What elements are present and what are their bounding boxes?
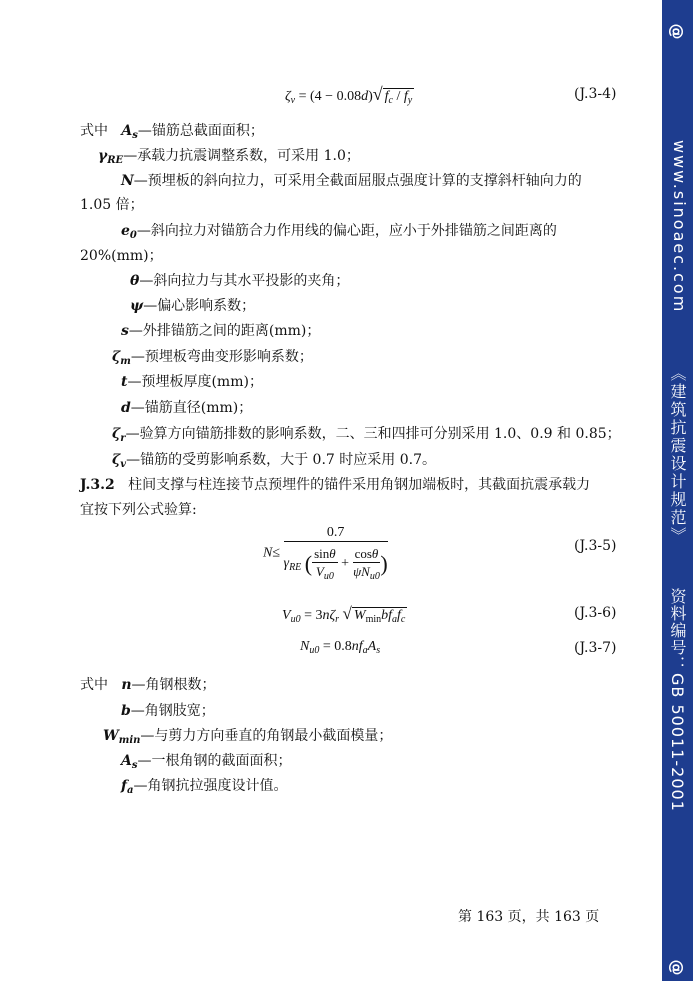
definition-text: —预埋板的斜向拉力，可采用全截面屈服点强度计算的支撑斜杆轴向力的 — [133, 173, 582, 189]
definition-text: —预埋板弯曲变形影响系数； — [130, 349, 313, 365]
book-title: 《建筑抗震设计规范》 — [668, 365, 687, 545]
symbol-gammaRE: $\gamma_{RE}$ — [98, 148, 124, 166]
definition-text: —预埋板厚度(mm)； — [127, 374, 263, 390]
definition-text: —锚筋总截面面积； — [137, 123, 264, 139]
definition-text: —与剪力方向垂直的角钢最小截面模量； — [140, 728, 393, 744]
definition-n — [80, 676, 216, 694]
definition-text: —锚筋的受剪影响系数，大于 0.7 时应采用 0.7。 — [126, 452, 436, 468]
symbol-psi: ψ — [130, 298, 144, 314]
definition-text: —角钢抗拉强度设计值。 — [133, 778, 288, 794]
equation-number: (J.3-4) — [574, 86, 617, 102]
definition-text: —外排锚筋之间的距离(mm)； — [128, 323, 321, 339]
section-j3-2-line2: 宜按下列公式验算: — [80, 502, 197, 518]
equation-number: (J.3-7) — [574, 640, 617, 656]
equation-j3-7: $N_{u0} = 0.8nf_aA_s$ — [300, 639, 381, 656]
definition-text: —角钢根数； — [131, 677, 216, 693]
definition-N-cont: 1.05 倍； — [80, 197, 144, 213]
symbol-s: s — [121, 323, 129, 339]
definition-text: —角钢肢宽； — [130, 703, 215, 719]
fraction-numerator: 0.7 — [284, 525, 388, 542]
at-symbol-bottom: @ — [668, 959, 687, 976]
symbol-e0: $e_0$ — [121, 223, 137, 241]
definition-prefix: 式中 — [80, 123, 108, 139]
equation-j3-5: N≤ 0.7 $\gamma_{RE}$ ( $\frac{\sin\theta}{V_{u0}}$ + $\frac{\cos\theta}{\psi N_{u0}}$ ) — [263, 525, 388, 582]
definition-text: —斜向拉力与其水平投影的夹角； — [139, 273, 350, 289]
section-number: J.3.2 — [80, 477, 115, 493]
sidebar-banner — [662, 0, 693, 981]
symbol-fa: $f_a$ — [121, 778, 134, 796]
definition-t — [121, 373, 263, 391]
website-url[interactable]: www.sinoaec.com — [670, 140, 689, 314]
definition-As — [80, 122, 264, 145]
definition-text: —一根角钢的截面面积； — [137, 753, 292, 769]
definition-fa — [121, 777, 288, 800]
definition-text: —偏心影响系数； — [143, 298, 256, 314]
at-symbol-top: @ — [668, 23, 687, 40]
definition-zetar — [112, 425, 621, 448]
definition-Wmin — [103, 727, 392, 750]
symbol-b: b — [121, 703, 131, 719]
definition-text: —承载力抗震调整系数，可采用 1.0； — [123, 148, 360, 164]
definition-N — [121, 172, 613, 190]
document-code: 资料编号：GB 50011-2001 — [668, 588, 687, 812]
definition-As2 — [121, 752, 292, 775]
symbol-As: $A_s$ — [121, 753, 138, 771]
definition-text: —斜向拉力对锚筋合力作用线的偏心距，应小于外排锚筋之间距离的 — [136, 223, 557, 239]
symbol-As: $A_s$ — [121, 123, 138, 141]
definition-psi — [130, 297, 255, 315]
equation-number: (J.3-5) — [574, 538, 617, 554]
definition-e0 — [121, 222, 557, 245]
definition-e0-cont: 20%(mm)； — [80, 248, 163, 264]
symbol-zetav: $\zeta_v$ — [112, 452, 127, 470]
definition-b — [121, 702, 215, 720]
definition-text: —验算方向锚筋排数的影响系数，二、三和四排可分别采用 1.0、0.9 和 0.85； — [125, 426, 621, 442]
symbol-N: N — [121, 173, 134, 189]
symbol-n: n — [121, 677, 132, 693]
definition-gammaRE — [98, 147, 360, 170]
section-text: 柱间支撑与柱连接节点预埋件的锚件采用角钢加端板时，其截面抗震承载力 — [128, 477, 591, 493]
definition-zetam — [112, 348, 313, 371]
definition-text: —锚筋直径(mm)； — [130, 400, 253, 416]
definition-d — [121, 399, 252, 417]
definition-theta — [130, 272, 349, 290]
equation-number: (J.3-6) — [574, 605, 617, 621]
definition-prefix: 式中 — [80, 677, 108, 693]
symbol-zetam: $\zeta_m$ — [112, 349, 131, 367]
symbol-zetar: $\zeta_r$ — [112, 426, 126, 444]
equation-j3-6: $V_{u0} = 3n\zeta_r$ √ $W_{min}bf_af_c$ — [282, 604, 406, 625]
symbol-Wmin: $W_{min}$ — [103, 728, 141, 746]
page-footer: 第 163 页，共 163 页 — [458, 909, 600, 925]
equation-j3-4: $\zeta_v = (4 - 0.08d)√$ $f_c / f_y$ — [285, 84, 413, 106]
definition-s — [121, 322, 320, 340]
symbol-t: t — [121, 374, 128, 390]
symbol-theta: θ — [130, 273, 140, 289]
definition-zetav — [112, 451, 436, 474]
section-j3-2-line1 — [80, 476, 590, 494]
symbol-d: d — [121, 400, 131, 416]
